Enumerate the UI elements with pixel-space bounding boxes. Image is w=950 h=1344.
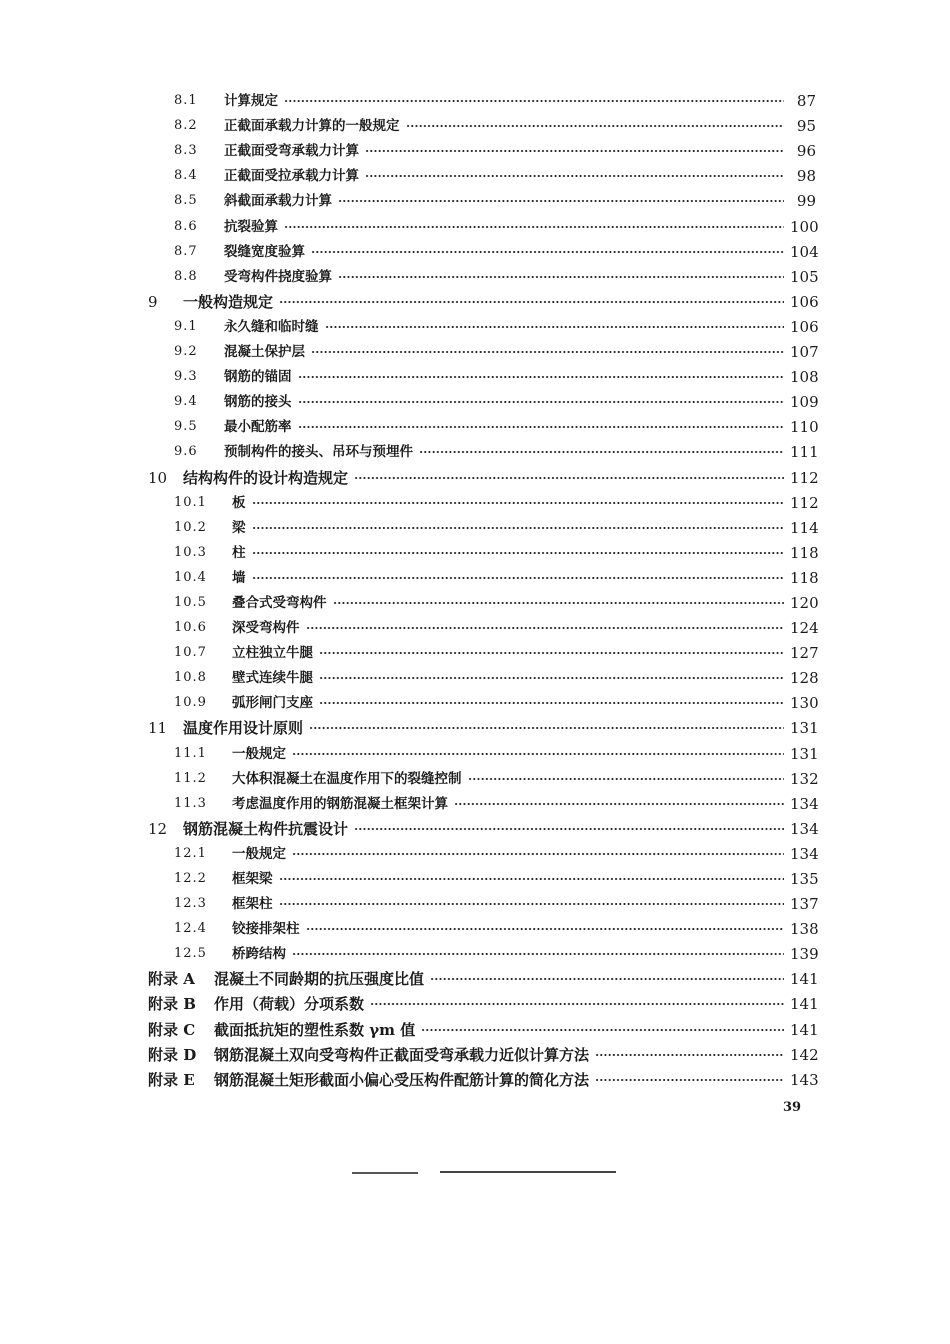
toc-entry-number: 8.6 <box>174 218 198 234</box>
toc-entry-page: 141 <box>790 1020 819 1039</box>
toc-entry-number: 10.8 <box>174 670 207 686</box>
toc-entry <box>148 940 819 965</box>
page-number: 39 <box>783 1100 802 1115</box>
dot-leader <box>298 372 785 382</box>
toc-entry <box>148 238 819 263</box>
toc-entry-page: 105 <box>790 267 819 286</box>
toc-entry-title: 结构构件的设计构造规定 <box>183 468 349 487</box>
toc-entry-number: 11.1 <box>174 745 207 761</box>
dot-leader <box>595 1050 784 1060</box>
toc-entry-number: 9.1 <box>174 318 198 334</box>
toc-entry-page: 124 <box>790 619 819 638</box>
toc-entry-title: 壁式连续牛腿 <box>232 670 313 687</box>
toc-entry <box>148 1066 819 1091</box>
toc-entry-page: 141 <box>790 995 819 1014</box>
dot-leader <box>365 171 784 181</box>
toc-entry-page: 112 <box>790 493 819 512</box>
toc-entry-number: 10.3 <box>174 544 207 560</box>
toc-entry <box>148 87 816 112</box>
toc-entry-title: 钢筋的接头 <box>224 394 292 411</box>
dot-leader <box>298 422 785 432</box>
toc-entry-title: 一般构造规定 <box>183 292 274 311</box>
toc-entry-page: 87 <box>796 92 816 111</box>
dot-leader <box>325 322 785 332</box>
toc-entry-page: 137 <box>790 895 819 914</box>
toc-entry-title: 一般规定 <box>232 845 286 862</box>
toc-entry-title: 混凝土不同龄期的抗压强度比值 <box>214 970 425 989</box>
toc-entry <box>148 363 819 388</box>
toc-entry-number: 12.4 <box>174 921 207 937</box>
toc-entry-number: 9.3 <box>174 369 198 385</box>
toc-entry-number: 8.7 <box>174 243 198 259</box>
toc-entry <box>148 413 819 438</box>
toc-entry-number: 12.5 <box>174 946 207 962</box>
toc-entry-title: 钢筋的锚固 <box>224 369 292 386</box>
dot-leader <box>406 121 785 131</box>
toc-entry-page: 134 <box>790 844 819 863</box>
toc-entry-title: 梁 <box>232 519 246 536</box>
table-of-contents <box>148 87 819 1091</box>
toc-entry-number: 12 <box>148 819 168 838</box>
toc-entry-title: 受弯构件挠度验算 <box>224 268 332 285</box>
toc-entry-page: 106 <box>790 292 819 311</box>
toc-entry-number: 10.1 <box>174 494 207 510</box>
toc-entry-title: 正截面承载力计算的一般规定 <box>224 118 400 135</box>
toc-entry-page: 132 <box>790 769 819 788</box>
toc-entry-number: 附录 A <box>148 970 195 989</box>
toc-entry-title: 铰接排架柱 <box>232 921 300 938</box>
dot-leader <box>319 673 784 683</box>
toc-entry <box>148 438 819 463</box>
toc-entry-number: 10 <box>148 468 168 487</box>
toc-entry-page: 135 <box>790 870 819 888</box>
toc-entry-page: 139 <box>790 945 819 964</box>
toc-entry-number: 12.1 <box>174 845 207 861</box>
toc-entry <box>148 840 819 865</box>
toc-entry <box>148 288 819 313</box>
toc-entry-page: 114 <box>790 518 819 537</box>
dot-leader <box>319 698 784 708</box>
toc-entry-page: 110 <box>790 418 819 437</box>
dot-leader <box>279 899 785 909</box>
toc-entry-page: 99 <box>796 192 816 211</box>
toc-entry-title: 深受弯构件 <box>232 620 300 637</box>
toc-entry <box>148 388 819 413</box>
toc-entry <box>148 664 819 689</box>
toc-entry-page: 138 <box>790 920 819 939</box>
toc-entry-page: 142 <box>790 1045 819 1064</box>
dot-leader <box>338 196 784 206</box>
toc-entry-title: 温度作用设计原则 <box>183 719 304 738</box>
toc-entry <box>148 689 819 714</box>
toc-entry-title: 永久缝和临时缝 <box>224 318 319 335</box>
toc-entry-number: 附录 B <box>148 995 196 1014</box>
dot-leader <box>595 1075 784 1085</box>
toc-entry-title: 叠合式受弯构件 <box>232 594 327 611</box>
dot-leader <box>252 498 785 508</box>
dot-leader <box>338 272 784 282</box>
toc-entry-title: 正截面受弯承载力计算 <box>224 143 359 160</box>
dot-leader <box>319 648 784 658</box>
toc-entry <box>148 790 819 815</box>
toc-entry <box>148 815 819 840</box>
toc-entry-page: 128 <box>790 669 819 688</box>
toc-entry-number: 10.2 <box>174 519 207 535</box>
toc-entry-title: 板 <box>232 494 246 511</box>
toc-entry-title: 大体积混凝土在温度作用下的裂缝控制 <box>232 770 462 787</box>
toc-entry <box>148 564 819 589</box>
toc-entry <box>148 915 819 940</box>
dot-leader <box>284 222 784 232</box>
toc-entry-page: 131 <box>790 719 819 738</box>
toc-entry-number: 8.5 <box>174 193 198 209</box>
toc-entry-title: 弧形闸门支座 <box>232 695 313 712</box>
toc-entry-page: 98 <box>796 167 816 186</box>
toc-entry-page: 104 <box>790 242 819 261</box>
toc-entry-page: 96 <box>796 142 816 161</box>
dot-leader <box>292 749 784 759</box>
toc-entry-page: 143 <box>790 1070 819 1089</box>
scan-artifact-line <box>440 1171 616 1173</box>
toc-entry-number: 11.3 <box>174 795 207 811</box>
toc-entry-number: 8.2 <box>174 118 198 134</box>
toc-entry <box>148 463 819 488</box>
toc-entry-title: 截面抵抗矩的塑性系数 γm 值 <box>214 1020 416 1039</box>
toc-entry-page: 106 <box>790 317 819 336</box>
toc-entry-number: 10.7 <box>174 645 207 661</box>
toc-entry-number: 8.8 <box>174 268 198 284</box>
toc-entry-title: 桥跨结构 <box>232 946 286 963</box>
dot-leader <box>370 999 784 1009</box>
toc-entry-page: 95 <box>796 117 816 136</box>
toc-entry <box>148 539 819 564</box>
dot-leader <box>298 397 785 407</box>
toc-entry-number: 8.3 <box>174 143 198 159</box>
toc-entry-title: 抗裂验算 <box>224 218 278 235</box>
toc-entry-number: 8.4 <box>174 168 198 184</box>
dot-leader <box>279 297 784 307</box>
toc-entry <box>148 1015 819 1040</box>
toc-entry <box>148 489 819 514</box>
toc-entry <box>148 739 819 764</box>
dot-leader <box>421 1025 784 1035</box>
toc-entry-title: 立柱独立牛腿 <box>232 645 313 662</box>
toc-entry <box>148 865 819 890</box>
toc-entry <box>148 112 816 137</box>
toc-entry-number: 9.4 <box>174 394 198 410</box>
toc-entry <box>148 263 819 288</box>
toc-entry-number: 附录 E <box>148 1070 195 1089</box>
dot-leader <box>333 598 785 608</box>
toc-entry-page: 120 <box>790 593 819 612</box>
toc-entry <box>148 714 819 739</box>
dot-leader <box>279 874 785 884</box>
toc-entry-page: 141 <box>790 970 819 989</box>
scan-artifact-line <box>352 1172 418 1174</box>
toc-entry <box>148 965 819 990</box>
toc-entry <box>148 313 819 338</box>
toc-entry-number: 8.1 <box>174 93 198 109</box>
toc-entry-number: 12.2 <box>174 871 207 886</box>
dot-leader <box>454 799 784 809</box>
toc-entry-title: 计算规定 <box>224 93 278 110</box>
toc-entry-number: 9.5 <box>174 419 198 435</box>
dot-leader <box>354 824 784 834</box>
toc-entry-title: 作用（荷载）分项系数 <box>214 995 365 1014</box>
toc-entry-number: 附录 C <box>148 1020 196 1039</box>
dot-leader <box>252 573 785 583</box>
toc-entry <box>148 187 816 212</box>
toc-entry-number: 11 <box>148 719 168 738</box>
toc-entry-title: 考虑温度作用的钢筋混凝土框架计算 <box>232 795 448 812</box>
toc-entry-title: 钢筋混凝土双向受弯构件正截面受弯承载力近似计算方法 <box>214 1045 590 1064</box>
toc-entry-page: 134 <box>790 819 819 838</box>
toc-entry-number: 9.2 <box>174 344 198 360</box>
toc-entry-title: 最小配筋率 <box>224 419 292 436</box>
toc-entry <box>148 890 819 915</box>
dot-leader <box>306 924 785 934</box>
toc-entry <box>148 589 819 614</box>
toc-entry-page: 131 <box>790 744 819 763</box>
dot-leader <box>292 949 784 959</box>
dot-leader <box>252 548 785 558</box>
toc-entry <box>148 338 819 363</box>
toc-entry-number: 11.2 <box>174 770 207 786</box>
toc-entry-page: 118 <box>790 543 819 562</box>
toc-entry-number: 9 <box>148 292 158 311</box>
toc-entry-page: 118 <box>790 568 819 587</box>
toc-entry-page: 100 <box>790 217 819 236</box>
toc-entry-number: 附录 D <box>148 1045 197 1064</box>
toc-entry-number: 10.6 <box>174 620 207 636</box>
toc-entry-page: 107 <box>790 343 819 362</box>
toc-entry-title: 斜截面承载力计算 <box>224 193 332 210</box>
toc-entry-title: 钢筋混凝土矩形截面小偏心受压构件配筋计算的简化方法 <box>214 1070 590 1089</box>
toc-entry-title: 裂缝宽度验算 <box>224 243 305 260</box>
toc-entry-page: 108 <box>790 368 819 387</box>
toc-entry <box>148 765 819 790</box>
toc-entry <box>148 212 819 237</box>
dot-leader <box>252 523 785 533</box>
toc-entry-number: 10.5 <box>174 594 207 610</box>
toc-entry-title: 框架梁 <box>232 871 273 887</box>
toc-entry-page: 109 <box>790 393 819 412</box>
toc-entry-number: 10.9 <box>174 695 207 711</box>
dot-leader <box>292 849 784 859</box>
dot-leader <box>306 623 785 633</box>
dot-leader <box>311 347 784 357</box>
toc-entry-title: 墙 <box>232 569 246 586</box>
toc-entry <box>148 162 816 187</box>
toc-entry-number: 9.6 <box>174 444 198 460</box>
dot-leader <box>365 146 784 156</box>
toc-entry <box>148 639 819 664</box>
toc-entry-number: 10.4 <box>174 569 207 585</box>
dot-leader <box>430 974 784 984</box>
dot-leader <box>419 447 784 457</box>
toc-entry-title: 正截面受拉承载力计算 <box>224 168 359 185</box>
toc-entry <box>148 137 816 162</box>
toc-entry-page: 130 <box>790 694 819 713</box>
dot-leader <box>309 723 784 733</box>
toc-entry <box>148 1041 819 1066</box>
dot-leader <box>468 774 785 784</box>
toc-entry <box>148 514 819 539</box>
toc-entry-title: 钢筋混凝土构件抗震设计 <box>183 819 349 838</box>
toc-entry <box>148 990 819 1015</box>
dot-leader <box>354 473 784 483</box>
toc-entry-page: 134 <box>790 794 819 813</box>
toc-entry-page: 112 <box>790 468 819 487</box>
dot-leader <box>284 96 784 106</box>
toc-entry-title: 框架柱 <box>232 896 273 913</box>
toc-entry <box>148 614 819 639</box>
toc-entry-number: 12.3 <box>174 896 207 912</box>
toc-entry-page: 127 <box>790 644 819 663</box>
toc-entry-page: 111 <box>790 443 819 462</box>
toc-entry-title: 预制构件的接头、吊环与预埋件 <box>224 444 413 461</box>
dot-leader <box>311 247 784 257</box>
toc-entry-title: 柱 <box>232 544 246 561</box>
toc-entry-title: 一般规定 <box>232 745 286 762</box>
toc-entry-title: 混凝土保护层 <box>224 344 305 361</box>
